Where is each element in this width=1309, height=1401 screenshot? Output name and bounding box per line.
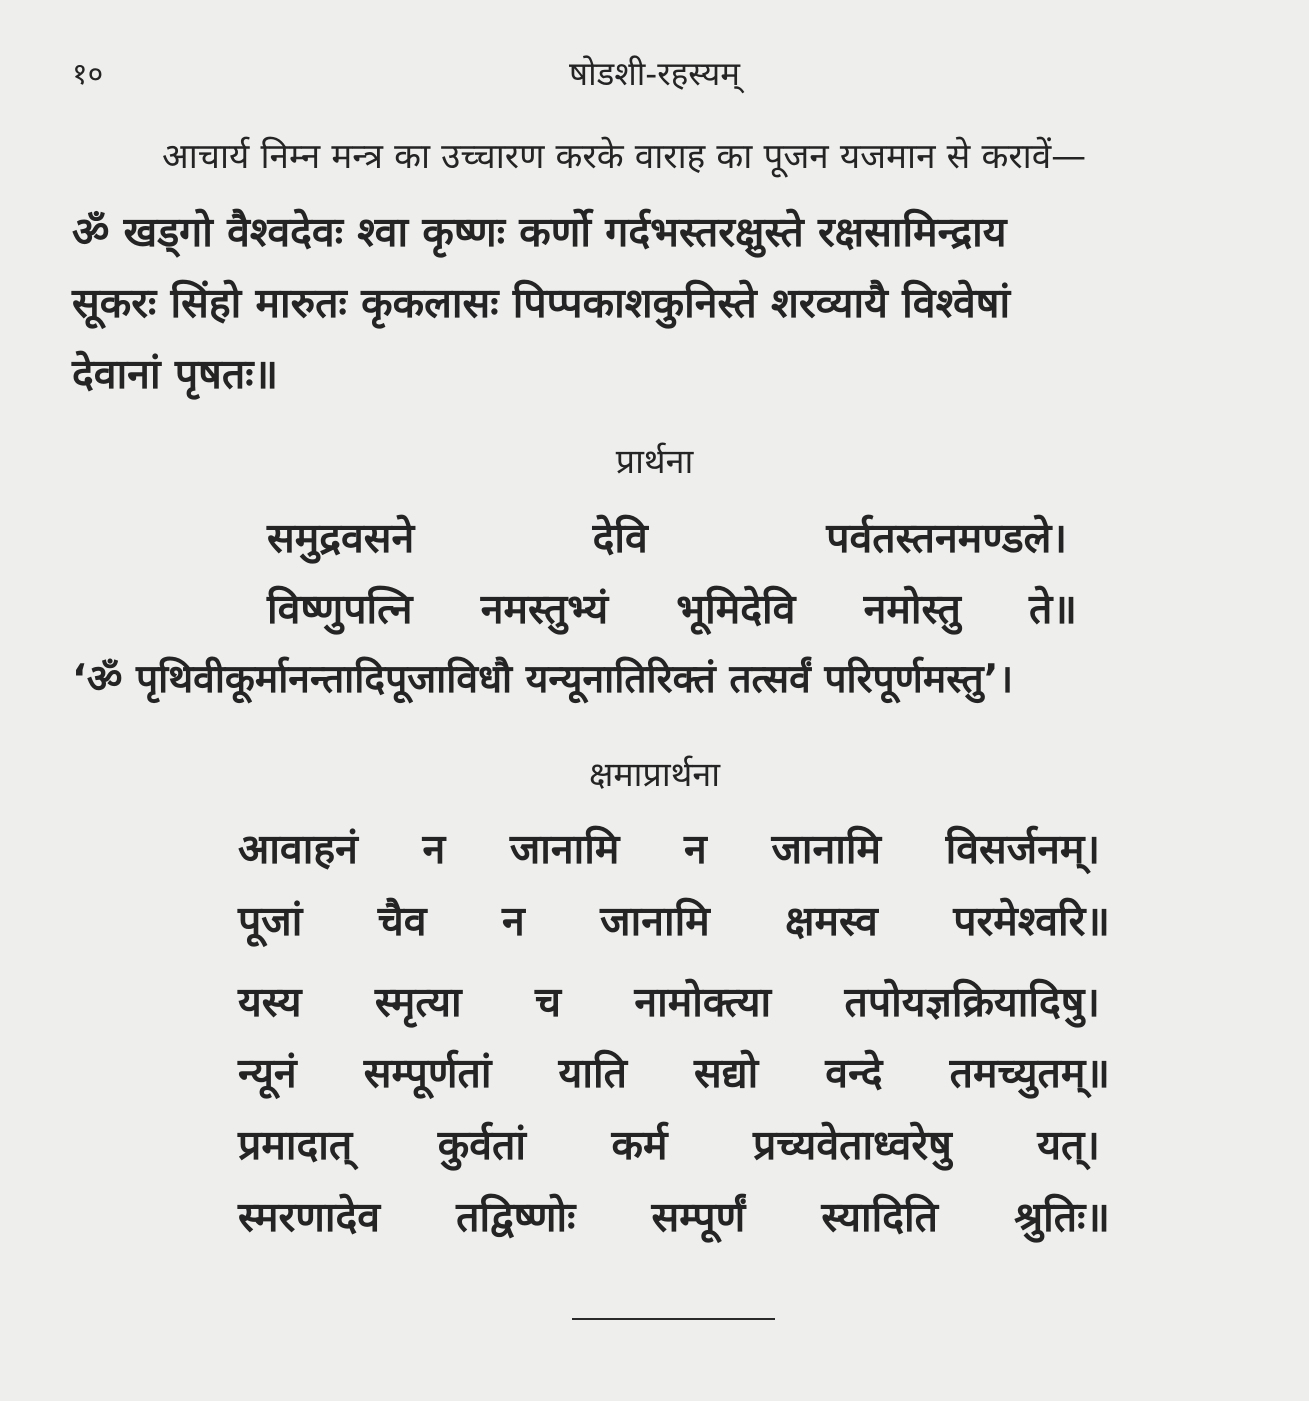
verse-line — [238, 1044, 1110, 1100]
verse-word: सद्यो — [694, 1049, 759, 1097]
verse-word: स्मरणादेव — [238, 1193, 381, 1241]
verse-word: च — [534, 978, 562, 1026]
intro-text: आचार्य निम्न मन्त्र का उच्चारण करके वाराह का पूजन यजमान से करावें— — [162, 137, 1087, 177]
verse-word: श्रुतिः॥ — [1014, 1193, 1110, 1241]
verse-word: प्रच्यवेताध्वरेषु — [752, 1121, 952, 1169]
verse-word: ते॥ — [1029, 585, 1077, 633]
verse-word: स्मृत्या — [374, 978, 462, 1026]
section-heading-prarthana: प्रार्थना — [615, 442, 694, 482]
verse-word: तद्विष्णोः — [456, 1193, 576, 1241]
verse-word: यस्य — [238, 978, 302, 1026]
verse-line — [238, 892, 1110, 948]
verse-word: विसर्जनम्। — [945, 825, 1100, 873]
verse-line — [238, 973, 1100, 1029]
verse-word: कर्म — [611, 1121, 668, 1169]
verse-word: यत्। — [1037, 1121, 1100, 1169]
verse-word: नमोस्तु — [863, 585, 961, 633]
section-heading-kshama-prarthana: क्षमाप्रार्थना — [588, 755, 721, 795]
verse-word: पर्वतस्तनमण्डले। — [826, 514, 1067, 562]
verse-word: जानामि — [509, 825, 620, 873]
verse-word: देवि — [592, 514, 648, 562]
verse-word: तमच्युतम्॥ — [949, 1049, 1110, 1097]
verse-word: क्षमस्व — [785, 897, 878, 945]
verse-word: स्यादिति — [821, 1193, 939, 1241]
mantra-line: देवानां पृषतः॥ — [72, 350, 279, 398]
verse-word: वन्दे — [825, 1049, 883, 1097]
mantra-line: सूकरः सिंहो मारुतः कृकलासः पिप्पकाशकुनिस्ते शरव्यायै विश्वेषां — [72, 279, 1011, 327]
verse-line — [267, 580, 1077, 636]
verse-word: सम्पूर्णं — [651, 1193, 746, 1241]
verse-word: भूमिदेवि — [676, 585, 796, 633]
verse-word: न — [422, 825, 446, 873]
mantra-line: ॐ खड्गो वैश्वदेवः श्वा कृष्णः कर्णो गर्दभस्तरक्षुस्ते रक्षसामिन्द्राय — [72, 208, 1007, 256]
verse-word: नमस्तुभ्यं — [480, 585, 609, 633]
verse-line — [267, 509, 1067, 565]
verse-line — [238, 1188, 1110, 1244]
verse-word: पूजां — [238, 897, 303, 945]
verse-word: नामोक्त्या — [634, 978, 772, 1026]
verse-word: सम्पूर्णतां — [363, 1049, 492, 1097]
page-number: १० — [72, 57, 104, 92]
verse-word: न — [684, 825, 707, 873]
verse-word: कुर्वतां — [437, 1121, 526, 1169]
verse-word: परमेश्वरि॥ — [953, 897, 1110, 945]
verse-word: न्यूनं — [238, 1049, 297, 1097]
section-end-rule — [572, 1318, 775, 1320]
verse-word: न — [502, 897, 525, 945]
verse-line — [238, 1116, 1100, 1172]
verse-word: जानामि — [771, 825, 881, 873]
verse-line — [238, 820, 1100, 876]
verse-word: विष्णुपत्नि — [267, 585, 413, 633]
verse-word: याति — [558, 1049, 627, 1097]
closing-line: ‘ॐ पृथिवीकूर्मानन्तादिपूजाविधौ यन्यूनातिरिक्तं तत्सर्वं परिपूर्णमस्तु’। — [72, 657, 1014, 702]
verse-word: प्रमादात् — [238, 1121, 353, 1169]
running-head: षोडशी-रहस्यम् — [569, 54, 740, 93]
verse-word: समुद्रवसने — [267, 514, 415, 562]
verse-word: आवाहनं — [238, 825, 358, 873]
verse-word: तपोयज्ञक्रियादिषु। — [844, 978, 1100, 1026]
verse-word: चैव — [377, 897, 427, 945]
verse-word: जानामि — [600, 897, 710, 945]
